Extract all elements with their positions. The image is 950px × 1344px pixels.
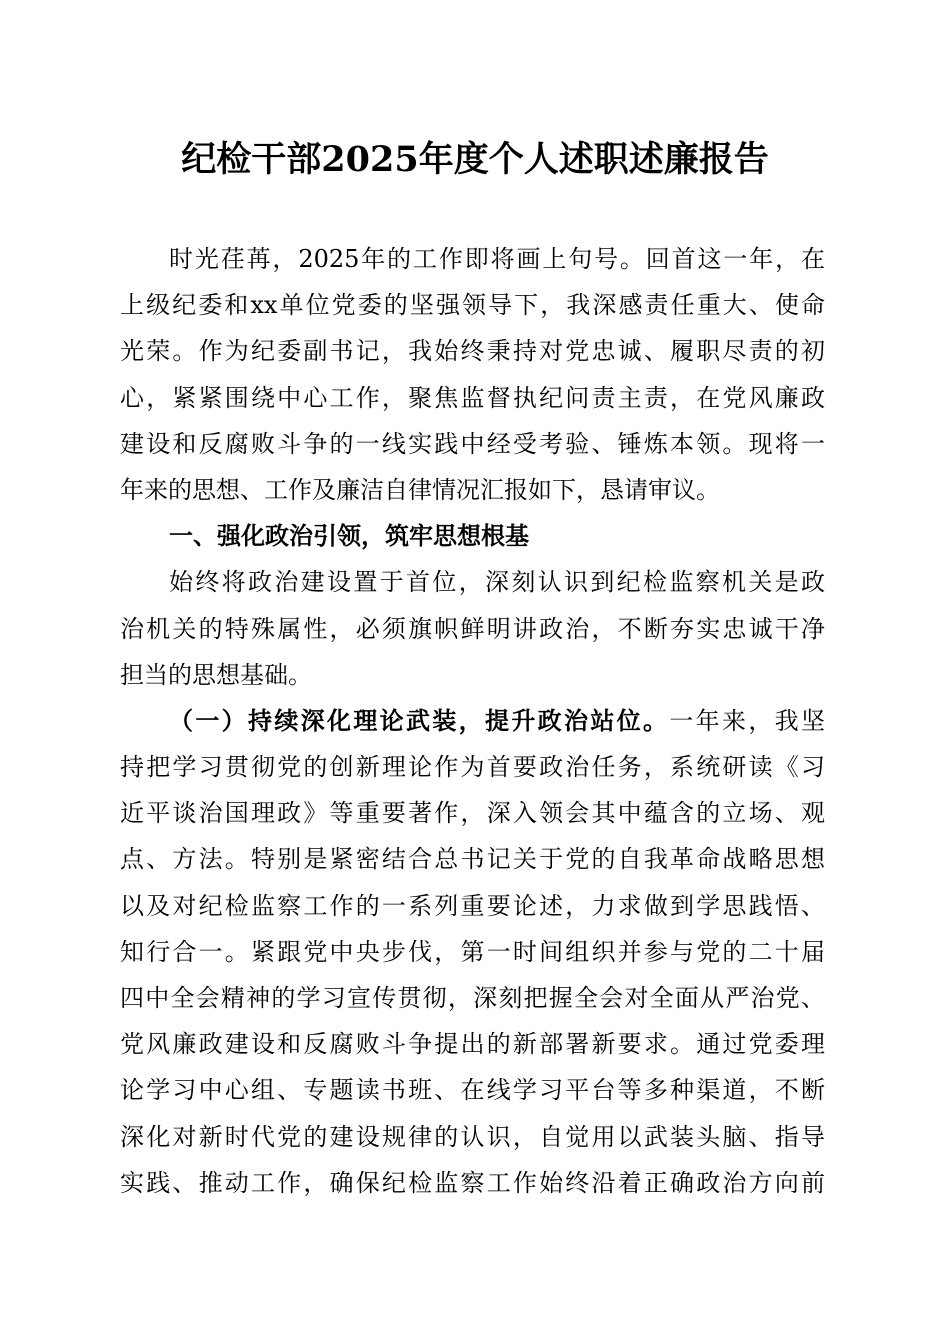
subsection-first-text: 一年来，我坚 xyxy=(669,706,826,735)
section-heading: 一、强化政治引领，筑牢思想根基 xyxy=(169,522,529,551)
document-title: 纪检干部2025年度个人述职述廉报告 xyxy=(181,139,769,180)
subsection-heading: （一）持续深化理论武装，提升政治站位。 xyxy=(169,705,670,735)
subsection-line: 点、方法。特别是紧密结合总书记关于党的自我革命战略思想 xyxy=(120,845,825,874)
subsection-line: 党风廉政建设和反腐败斗争提出的新部署新要求。通过党委理 xyxy=(120,1030,825,1059)
subsection-first-line xyxy=(120,698,825,744)
subsection-line: 知行合一。紧跟党中央步伐，第一时间组织并参与党的二十届 xyxy=(120,937,825,966)
subsection-line: 四中全会精神的学习宣传贯彻，深刻把握全会对全面从严治党、 xyxy=(120,984,825,1012)
intro-line: 建设和反腐败斗争的一线实践中经受考验、锤炼本领。现将一 xyxy=(120,429,825,458)
intro-line: 心，紧紧围绕中心工作，聚焦监督执纪问责主责，在党风廉政 xyxy=(120,383,825,412)
subsection-line: 近平谈治国理政》等重要著作，深入领会其中蕴含的立场、观 xyxy=(120,799,825,828)
subsection-line: 实践、推动工作，确保纪检监察工作始终沿着正确政治方向前 xyxy=(120,1168,825,1197)
section-line: 治机关的特殊属性，必须旗帜鲜明讲政治，不断夯实忠诚干净 xyxy=(120,614,825,643)
intro-line: 光荣。作为纪委副书记，我始终秉持对党忠诚、履职尽责的初 xyxy=(120,337,825,366)
subsection-line: 以及对纪检监察工作的一系列重要论述，力求做到学思践悟、 xyxy=(120,891,825,920)
document-body xyxy=(120,236,825,1206)
subsection-line: 论学习中心组、专题读书班、在线学习平台等多种渠道，不断 xyxy=(120,1076,825,1105)
intro-line: 时光荏苒，2025年的工作即将画上句号。回首这一年，在 xyxy=(169,245,825,273)
intro-line: 年来的思想、工作及廉洁自律情况汇报如下，恳请审议。 xyxy=(120,475,720,504)
section-line: 担当的思想基础。 xyxy=(120,660,312,689)
subsection-line: 深化对新时代党的建设规律的认识，自觉用以武装头脑、指导 xyxy=(120,1122,825,1151)
subsection-line: 持把学习贯彻党的创新理论作为首要政治任务，系统研读《习 xyxy=(120,753,825,782)
intro-line: 上级纪委和xx单位党委的坚强领导下，我深感责任重大、使命 xyxy=(120,291,825,320)
section-line: 始终将政治建设置于首位，深刻认识到纪检监察机关是政 xyxy=(169,568,825,597)
